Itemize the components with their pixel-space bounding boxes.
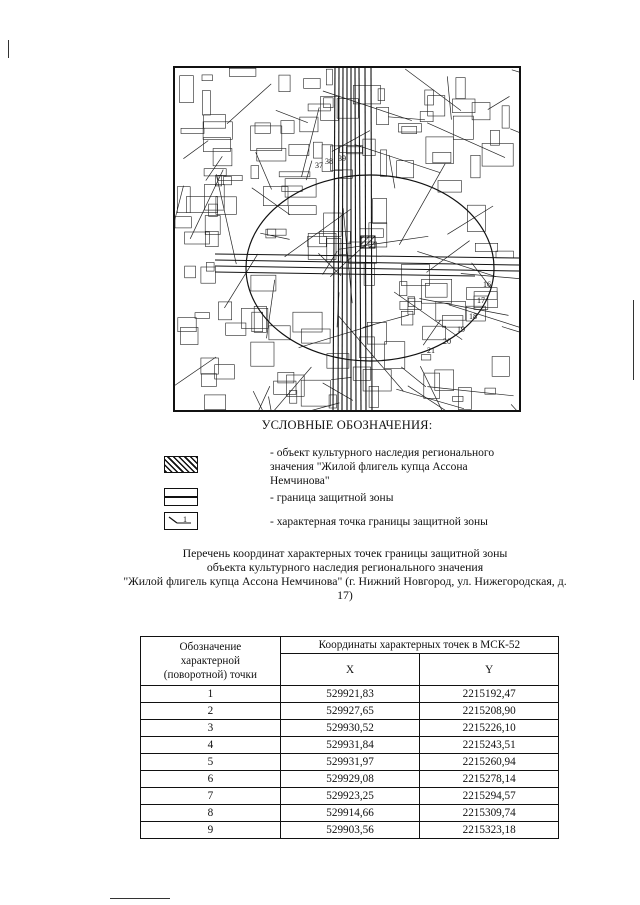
- map-building: [373, 199, 387, 224]
- map-building: [300, 117, 318, 132]
- map-building: [420, 112, 433, 122]
- map-street: [175, 357, 216, 405]
- cell-point: 5: [141, 754, 281, 771]
- map-building: [185, 266, 196, 278]
- map-building: [219, 302, 232, 320]
- cell-y: 2215226,10: [420, 720, 559, 737]
- cell-point: 8: [141, 805, 281, 822]
- map-building: [281, 121, 294, 134]
- scan-mark-left: [8, 40, 9, 58]
- table-row: [141, 788, 559, 805]
- cell-y: 2215309,74: [420, 805, 559, 822]
- cell-x: 529923,25: [280, 788, 420, 805]
- map-building: [279, 172, 310, 177]
- header-y: Y: [420, 654, 559, 686]
- map-building: [324, 98, 334, 108]
- point-label: 39: [338, 154, 346, 163]
- map-street: [419, 299, 508, 316]
- map-building: [321, 96, 339, 120]
- map-building: [385, 342, 405, 369]
- map-building: [400, 282, 407, 296]
- cell-y: 2215260,94: [420, 754, 559, 771]
- table-row: [141, 822, 559, 839]
- map-street: [363, 315, 409, 328]
- map-street: [512, 70, 519, 91]
- cell-y: 2215192,47: [420, 686, 559, 703]
- site-map: [173, 66, 521, 412]
- cell-x: 529927,65: [280, 703, 420, 720]
- table-row: [141, 703, 559, 720]
- map-building: [453, 396, 463, 401]
- map-street: [331, 377, 352, 379]
- map-building: [203, 122, 232, 140]
- heritage-object-mark: [361, 236, 375, 248]
- map-street: [311, 403, 339, 410]
- map-building: [326, 69, 332, 85]
- coordinates-table: [140, 636, 559, 839]
- map-building: [490, 130, 499, 145]
- map-street: [427, 387, 513, 396]
- map-street: [260, 233, 289, 239]
- map-building: [496, 251, 513, 258]
- map-building: [353, 85, 380, 104]
- cell-x: 529931,84: [280, 737, 420, 754]
- map-street: [423, 320, 440, 345]
- map-building: [471, 155, 480, 178]
- map-street: [318, 253, 341, 275]
- title-line: 17): [337, 588, 353, 602]
- point-label: 21: [427, 346, 435, 355]
- map-building: [215, 365, 235, 379]
- map-building: [216, 197, 237, 215]
- map-street: [396, 389, 464, 409]
- cell-x: 529929,08: [280, 771, 420, 788]
- map-building: [279, 75, 290, 92]
- map-street: [399, 163, 445, 244]
- cell-y: 2215208,90: [420, 703, 559, 720]
- map-building: [267, 229, 286, 235]
- map-street: [405, 69, 461, 111]
- map-street: [175, 186, 184, 232]
- table-row: [141, 737, 559, 754]
- map-building: [402, 126, 417, 133]
- map-building: [181, 327, 199, 344]
- map-building: [202, 91, 210, 115]
- map-building: [289, 206, 317, 215]
- map-building: [251, 166, 259, 179]
- point-label: 20: [443, 337, 451, 346]
- zone-boundary-icon: [164, 488, 198, 506]
- map-building: [301, 380, 330, 406]
- map-building: [195, 313, 210, 319]
- cell-y: 2215278,14: [420, 771, 559, 788]
- point-label: 16: [483, 280, 491, 289]
- header-point-designation: Обозначение характерной (поворотной) точки: [141, 637, 281, 686]
- map-building: [433, 152, 451, 163]
- map-building: [456, 78, 465, 99]
- cell-y: 2215294,57: [420, 788, 559, 805]
- map-street: [389, 155, 395, 188]
- header-coordinates: Координаты характерных точек в МСК-52: [280, 637, 558, 654]
- map-street: [229, 386, 270, 410]
- cell-point: 1: [141, 686, 281, 703]
- table-row: [141, 771, 559, 788]
- map-street: [488, 96, 510, 109]
- map-building: [304, 79, 321, 89]
- table-row: [141, 720, 559, 737]
- map-building: [175, 217, 191, 228]
- map-street: [285, 209, 351, 256]
- map-building: [453, 99, 476, 113]
- map-building: [205, 395, 226, 410]
- map-street: [216, 174, 236, 264]
- point-label: 18: [469, 312, 477, 321]
- title-line: Перечень координат характерных точек границы защитной зоны: [182, 546, 508, 560]
- table-row: [141, 754, 559, 771]
- legend-text-line: - объект культурного наследия регионального: [270, 447, 495, 459]
- map-building: [492, 357, 509, 377]
- map-building: [428, 96, 445, 116]
- map-building: [425, 90, 434, 105]
- map-drawing: [175, 68, 519, 410]
- cell-y: 2215243,51: [420, 737, 559, 754]
- map-building: [313, 142, 322, 158]
- cell-point: 6: [141, 771, 281, 788]
- map-building: [438, 181, 462, 193]
- map-street: [190, 170, 223, 239]
- title-line: объекта культурного наследия регионального значения: [206, 560, 484, 574]
- map-building: [251, 342, 274, 366]
- cell-x: 529930,52: [280, 720, 420, 737]
- map-building: [302, 329, 331, 343]
- map-street: [269, 397, 275, 411]
- boundary-point-number: 1: [183, 515, 187, 524]
- map-street: [299, 325, 373, 348]
- map-building: [201, 374, 216, 387]
- cell-x: 529921,83: [280, 686, 420, 703]
- table-row: [141, 686, 559, 703]
- cell-point: 2: [141, 703, 281, 720]
- point-label: 37: [315, 161, 323, 170]
- map-street: [420, 366, 452, 410]
- cell-point: 3: [141, 720, 281, 737]
- map-building: [213, 149, 232, 166]
- map-building: [251, 275, 276, 291]
- map-building: [180, 76, 194, 103]
- map-building: [263, 187, 288, 206]
- map-building: [377, 107, 389, 124]
- map-street: [511, 404, 519, 410]
- legend-text-line: значения "Жилой флигель купца Ассона: [270, 461, 468, 473]
- map-building: [177, 187, 190, 213]
- map-building: [226, 323, 246, 335]
- map-building: [203, 138, 230, 152]
- point-label: 17: [477, 296, 485, 305]
- cell-x: 529903,56: [280, 822, 420, 839]
- legend-text-line: Немчинова": [270, 475, 330, 487]
- map-building: [421, 355, 431, 360]
- map-building: [202, 75, 212, 81]
- map-street: [388, 117, 425, 120]
- cell-point: 7: [141, 788, 281, 805]
- map-building: [229, 68, 256, 76]
- map-building: [401, 311, 413, 325]
- map-street: [323, 251, 338, 274]
- map-building: [285, 179, 316, 197]
- header-x: X: [280, 654, 420, 686]
- title-line: "Жилой флигель купца Ассона Немчинова" (г. Нижний Новгород, ул. Нижегородская, д.: [123, 574, 567, 588]
- map-building: [289, 145, 309, 156]
- map-street: [227, 84, 271, 124]
- scan-mark-right: [633, 300, 634, 380]
- map-street: [354, 144, 439, 172]
- point-label: 38: [325, 157, 333, 166]
- map-building: [424, 373, 440, 398]
- map-street: [253, 391, 276, 410]
- cell-x: 529914,66: [280, 805, 420, 822]
- map-street: [447, 76, 451, 119]
- map-street: [408, 386, 475, 410]
- legend-text-line: - характерная точка границы защитной зоны: [270, 516, 488, 528]
- map-building: [204, 115, 226, 129]
- cell-x: 529931,97: [280, 754, 420, 771]
- map-building: [378, 89, 385, 101]
- boundary-point-icon: [164, 512, 198, 530]
- map-building: [426, 137, 454, 164]
- map-street: [256, 152, 272, 189]
- map-street: [224, 254, 257, 308]
- map-street: [306, 161, 312, 181]
- map-building: [369, 386, 379, 407]
- map-street: [510, 129, 519, 137]
- cell-y: 2215323,18: [420, 822, 559, 839]
- map-building: [255, 123, 270, 133]
- map-building: [467, 205, 485, 231]
- legend-text-line: - граница защитной зоны: [270, 492, 394, 504]
- scan-mark-bottom: [110, 898, 170, 899]
- coordinates-list-title: [80, 546, 610, 602]
- cell-point: 9: [141, 822, 281, 839]
- table-row: [141, 805, 559, 822]
- map-building: [206, 231, 219, 246]
- map-street: [183, 141, 208, 159]
- hatched-object-icon: [164, 456, 198, 473]
- map-building: [201, 267, 216, 283]
- map-building: [502, 106, 509, 128]
- map-building: [482, 144, 513, 167]
- map-street: [502, 327, 519, 341]
- cell-point: 4: [141, 737, 281, 754]
- map-building: [181, 128, 204, 133]
- point-label: 19: [457, 325, 465, 334]
- map-street: [323, 91, 412, 121]
- map-building: [242, 308, 268, 328]
- map-building: [400, 301, 422, 309]
- map-street: [447, 206, 493, 234]
- map-building: [475, 243, 497, 251]
- legend-title: УСЛОВНЫЕ ОБОЗНАЧЕНИЯ:: [261, 418, 433, 432]
